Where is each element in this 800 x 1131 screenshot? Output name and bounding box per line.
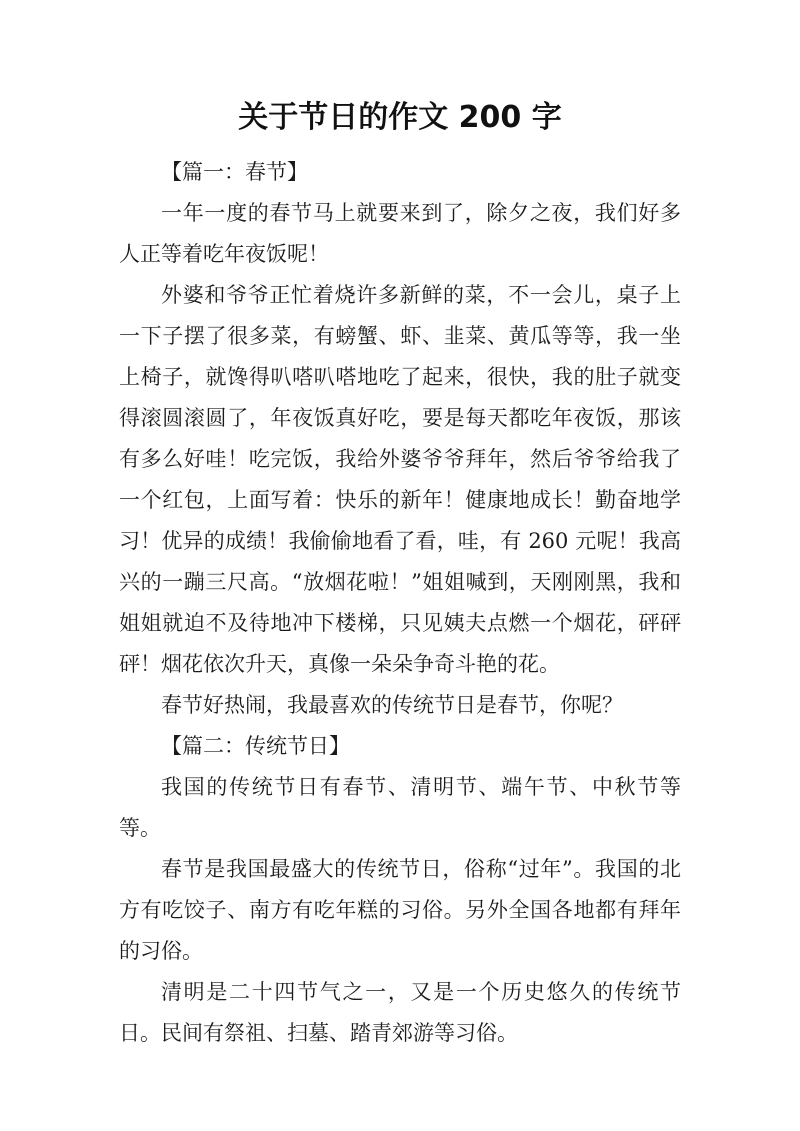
section-heading-1: 【篇一：春节】 xyxy=(161,160,308,184)
paragraph: 一年一度的春节马上就要来到了，除夕之夜，我们好多人正等着吃年夜饭呢！ xyxy=(119,201,681,266)
section-heading-2: 【篇二：传统节日】 xyxy=(161,734,350,758)
paragraph: 外婆和爷爷正忙着烧许多新鲜的菜，不一会儿，桌子上一下子摆了很多菜，有螃蟹、虾、韭菜、黄瓜等等，我一坐上椅子，就馋得叭嗒叭嗒地吃了起来，很快，我的肚子就变得滚圆滚圆了，年夜饭真好吃，要是每天都吃年夜饭，那该有多么好哇！吃完饭，我给外婆爷爷拜年，然后爷爷给我了一个红包，上面写着：快乐的新年！健康地成长！勤奋地学习！优异的成绩！我偷偷地看了看，哇，有 260 元呢！我高兴的一蹦三尺高。“放烟花啦！”姐姐喊到，天刚刚黑，我和姐姐就迫不及待地冲下楼梯，只见姨夫点燃一个烟花，砰砰砰！烟花依次升天，真像一朵朵争奇斗艳的花。 xyxy=(119,283,681,676)
paragraph: 春节好热闹，我最喜欢的传统节日是春节，你呢？ xyxy=(161,693,623,717)
paragraph: 春节是我国最盛大的传统节日，俗称“过年”。我国的北方有吃饺子、南方有吃年糕的习俗。另外全国各地都有拜年的习俗。 xyxy=(119,857,681,963)
paragraph: 清明是二十四节气之一，又是一个历史悠久的传统节日。民间有祭祖、扫墓、踏青郊游等习俗。 xyxy=(119,980,681,1045)
document-body xyxy=(119,152,681,1054)
paragraph: 我国的传统节日有春节、清明节、端午节、中秋节等等。 xyxy=(119,775,681,840)
document-title: 关于节日的作文 200 字 xyxy=(238,100,562,135)
